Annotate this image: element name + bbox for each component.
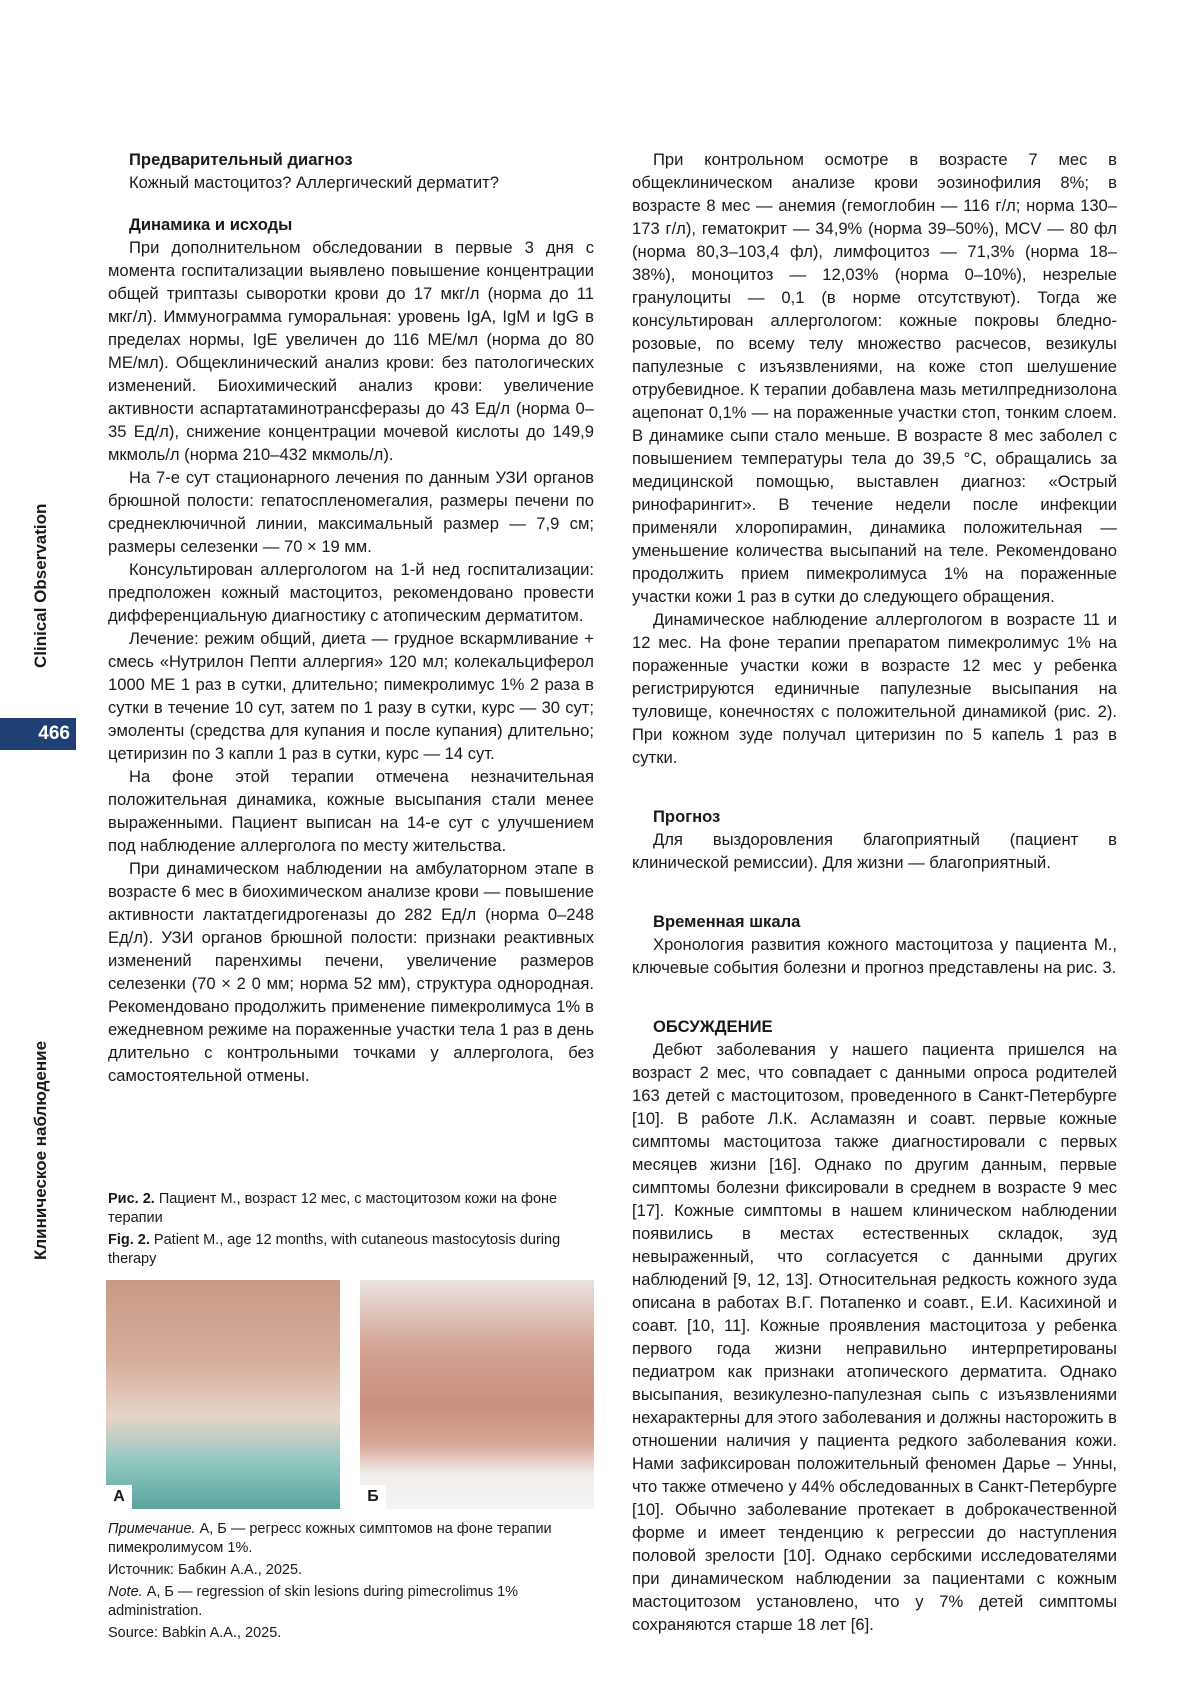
paragraph: Консультирован аллергологом на 1-й нед госпитализации: предположен кожный мастоцитоз, рекомендовано провести дифференциальную диагностику с атопическим дерматитом. (108, 560, 594, 625)
note-text-ru: А, Б — регресс кожных симптомов на фоне терапии пимекролимусом 1%. (108, 1521, 552, 1556)
source-en: Source: Babkin A.A., 2025. (108, 1625, 282, 1641)
left-column (108, 148, 594, 1087)
paragraph: Лечение: режим общий, диета — грудное вскармливание + смесь «Нутрилон Пепти аллергия» 120 мл; колекальциферол 1000 МЕ 1 раз в сутки, длительно; пимекролимус 1% 2 раза в сутки в течение 10 сут, затем по 1 разу в сутки, курс — 30 сут; эмоленты (средства для купания и после купания) длительно; цетиризин по 3 капли 1 раз в сутки, курс — 14 сут. (108, 629, 594, 763)
patient-photo-b (360, 1280, 594, 1509)
paragraph: При контрольном осмотре в возрасте 7 мес в общеклиническом анализе крови эозинофилия 8%; в возрасте 8 мес — анемия (гемоглобин — 116 г/л; норма 130–173 г/л), гематокрит — 34,9% (норма 39–50%), MCV — 80 фл (норма 80,3–103,4 фл), лимфоцитоз — 71,3% (норма 18–38%), моноцитоз — 12,03% (норма 0–10%), незрелые гранулоциты — 0,1 (в норме отсутствуют). Тогда же консультирован аллергологом: кожные покровы бледно-розовые, по всему телу множество расчесов, везикулы папулезные с изъязвлениями, на коже стоп шелушение отрубевидное. К терапии добавлена мазь метилпреднизолона ацепонат 0,1% — на пораженные участки стоп, тонким слоем. В динамике сыпи стало меньше. В возрасте 8 мес заболел с повышением температуры тела до 39,5 °С, обращались за медицинской помощью, выставлен диагноз: «Острый ринофарингит». В течение недели после инфекции применяли хлоропирамин, динамика положительная — уменьшение количества высыпаний на теле. Рекомендовано продолжить прием пимекролимуса 1% на пораженные участки кожи 1 раз в сутки до следующего обращения. (632, 150, 1117, 606)
figure-caption-en: Patient M., age 12 months, with cutaneous mastocytosis during therapy (108, 1232, 561, 1267)
patient-photo-a (106, 1280, 340, 1509)
paragraph: При динамическом наблюдении на амбулаторном этапе в возрасте 6 мес в биохимическом анализе крови — повышение активности лактатдегидрогеназы до 282 Ед/л (норма 0–248 Ед/л). УЗИ органов брюшной полости: признаки реактивных изменений паренхимы печени, увеличение размеров селезенки (70 × 2 0 мм; норма 52 мм), структура однородная. Рекомендовано продолжить применение пимекролимуса 1% в ежедневном режиме на пораженные участки тела 1 раз в день длительно с контрольными точками у аллерголога, без самостоятельной отмены. (108, 859, 594, 1085)
figure-caption-ru: Пациент М., возраст 12 мес, с мастоцитозом кожи на фоне терапии (108, 1191, 558, 1226)
journal-section-ru: Клиническое наблюдение (31, 1040, 50, 1260)
figure-label-ru: Рис. 2. (108, 1191, 155, 1207)
heading-prognosis: Прогноз (653, 807, 721, 826)
paragraph: На 7-е сут стационарного лечения по данным УЗИ органов брюшной полости: гепатоспленомегалия, размеры печени по среднеключичной линии, максимальный размер — 7,9 см; размеры селезенки — 70 × 19 мм. (108, 468, 594, 556)
journal-section-en: Clinical Observation (31, 503, 50, 668)
heading-preliminary-diagnosis: Предварительный диагноз (129, 150, 353, 169)
note-text-en: А, Б — regression of skin lesions during pimecrolimus 1% administration. (108, 1584, 519, 1619)
discussion-text: Дебют заболевания у нашего пациента пришелся на возраст 2 мес, что совпадает с данными опроса родителей 163 детей с мастоцитозом, проведенного в Санкт-Петербурге [10]. В работе Л.К. Асламазян и соавт. первые кожные симптомы мастоцитоза также диагностировали с первых месяцев жизни [16]. Однако по другим данным, первые симптомы болезни фиксировали в среднем в возрасте 9 мес [17]. Кожные симптомы в нашем клиническом наблюдении появились в местах естественных складок, зуд невыраженный, что согласуется с данными других наблюдений [9, 12, 13]. Относительная редкость кожного зуда описана в работах В.Г. Потапенко и соавт., Е.И. Касихиной и соавт. [10, 11]. Кожные проявления мастоцитоза у ребенка первого года жизни неправильно интерпретированы педиатром как признаки атопического дерматита. Однако высыпания, везикулезно-папулезная сыпь с изъязвлениями нехарактерны для этого заболевания и должны насторожить в отношении наличия у пациента редкого заболевания кожи. Нами зафиксирован положительный феномен Дарье – Унны, что также отмечено у 44% обследованных в Санкт-Петербурге [10]. Обычно заболевание протекает в доброкачественной форме и имеет тенденцию к регрессии до наступления половой зрелости [10]. Однако сербскими исследователями при динамическом наблюдении за пациентами с кожным мастоцитозом установлено, что у 7% детей симптомы сохраняются старше 18 лет [6]. (632, 1040, 1117, 1634)
note-label-ru: Примечание. (108, 1521, 196, 1537)
paragraph: При дополнительном обследовании в первые 3 дня с момента госпитализации выявлено повышение концентрации общей триптазы сыворотки крови до 17 мкг/л (норма до 11 мкг/л). Иммунограмма гуморальная: уровень IgA, IgM и IgG в пределах нормы, IgE увеличен до 116 МЕ/мл (норма до 80 МЕ/мл). Общеклинический анализ крови: без патологических изменений. Биохимический анализ крови: увеличение активности аспартатаминотрансферазы до 43 Ед/л (норма 0–35 Ед/л), снижение концентрации мочевой кислоты до 149,9 мкмоль/л (норма 210–432 мкмоль/л). (108, 238, 594, 464)
paragraph: Динамическое наблюдение аллергологом в возрасте 11 и 12 мес. На фоне терапии препаратом пимекролимус 1% на пораженные участки кожи в возрасте 12 мес у ребенка регистрируются единичные папулезные высыпания на туловище, конечностях с положительной динамикой (рис. 2). При кожном зуде получал цитеризин по 5 капель 1 раз в сутки. (632, 610, 1117, 767)
figure-caption (108, 1190, 594, 1272)
heading-dynamics: Динамика и исходы (129, 215, 293, 234)
prognosis-text: Для выздоровления благоприятный (пациент в клинической ремиссии). Для жизни — благоприятный. (632, 830, 1117, 872)
figure-label-en: Fig. 2. (108, 1232, 150, 1248)
page-number: 466 (0, 718, 76, 750)
source-ru: Источник: Бабкин А.А., 2025. (108, 1562, 303, 1578)
heading-timeline: Временная шкала (653, 912, 801, 931)
note-label-en: Note. (108, 1584, 143, 1600)
photo-label-a: А (106, 1485, 132, 1509)
paragraph: На фоне этой терапии отмечена незначительная положительная динамика, кожные высыпания стали менее выраженными. Пациент выписан на 14-е сут с улучшением под наблюдение аллерголога по месту жительства. (108, 767, 594, 855)
right-column (632, 148, 1117, 1636)
photo-label-b: Б (360, 1485, 386, 1509)
preliminary-diagnosis-text: Кожный мастоцитоз? Аллергический дерматит? (129, 173, 499, 192)
heading-discussion: ОБСУЖДЕНИЕ (653, 1017, 773, 1036)
timeline-text: Хронология развития кожного мастоцитоза у пациента М., ключевые события болезни и прогноз представлены на рис. 3. (632, 935, 1117, 977)
figure-note (108, 1520, 594, 1646)
